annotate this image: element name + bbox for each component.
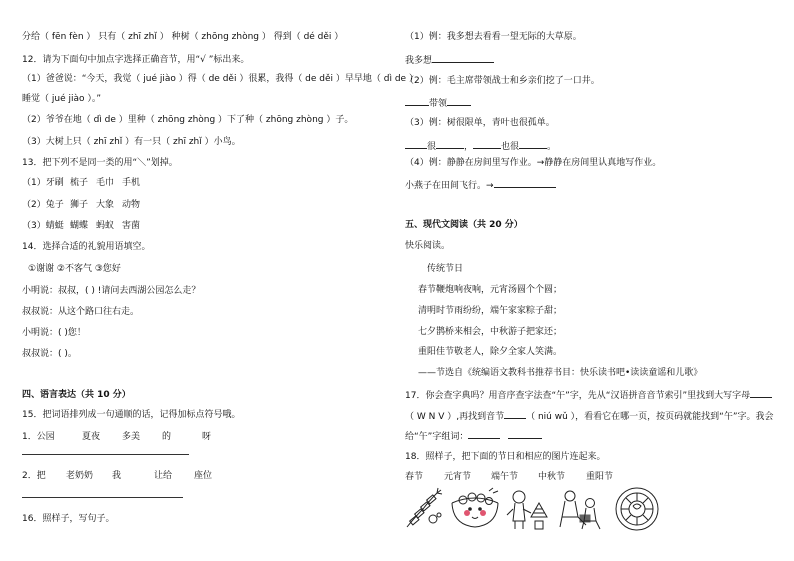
blank[interactable] [447, 96, 471, 106]
question-13: 13．把下列不是同一类的用“＼”划掉。 [22, 158, 178, 168]
answer-3-word: 也很 [501, 142, 520, 152]
question-17-text: （ niú wǔ ），看看它在哪一页，按页码就能找到“午”字。我会 [526, 412, 774, 422]
word: 狮子 [70, 200, 89, 210]
question-17-text: 给“午”字组词： [405, 432, 469, 442]
question-14-options: ①谢谢 ②不客气 ③您好 [28, 264, 121, 274]
festival-dragon-boat[interactable]: 端午节 [491, 472, 519, 482]
question-15-item-2 [22, 470, 224, 482]
word: （3）蜻蜓 [22, 221, 64, 231]
word: 毛巾 [96, 178, 115, 188]
question-15: 15．把词语排列成一句通顺的话，记得加标点符号哦。 [22, 410, 241, 420]
question-17-line-1 [405, 388, 772, 402]
word: 的 [162, 432, 172, 442]
word: 让给 [154, 471, 173, 481]
poem-title: 传统节日 [427, 264, 464, 274]
poem-line: 七夕鹊桥来相会，中秋游子把家还； [418, 327, 563, 337]
question-13-row-1 [22, 177, 148, 189]
poem-line: 春节鞭炮响夜响，元宵汤圆个个圆； [418, 285, 563, 295]
word: 我 [112, 471, 122, 481]
word: 2．把 [22, 471, 46, 481]
blank[interactable] [405, 139, 427, 149]
question-14-line-c: 小明说：( )您！ [22, 328, 86, 338]
question-17-text: （ W N V ）,再找到音节 [405, 412, 505, 422]
period: 。 [547, 142, 557, 152]
blank[interactable] [432, 53, 494, 63]
word: 呀 [202, 432, 212, 442]
blank[interactable] [473, 139, 501, 149]
word: （2）兔子 [22, 200, 64, 210]
mooncake-picture[interactable] [613, 486, 661, 532]
question-17-line-3 [405, 429, 542, 443]
answer-4 [405, 178, 556, 192]
answer-1-prefix: 我多想 [405, 56, 433, 66]
festival-mid-autumn[interactable]: 中秋节 [538, 472, 566, 482]
blank[interactable] [405, 96, 429, 106]
question-14-line-d: 叔叔说：( )。 [22, 349, 77, 359]
question-18: 18．照样子，把下面的节日和相应的图片连起来。 [405, 452, 606, 462]
festival-lantern[interactable]: 元宵节 [444, 472, 472, 482]
question-12-item-1a: （1）爸爸说：“今天，我觉（ jué jiào ）得（ de děi ）很累，我得（ de děi ）早早地（ dì de ） [22, 74, 418, 84]
question-14-line-b: 叔叔说：从这个路口往右走。 [22, 307, 140, 317]
pinyin-line-1: 分给（ fēn fèn ） 只有（ zhī zhǐ ） 种树（ zhōng zhòng ） 得到（ dé děi ） [22, 32, 344, 42]
festival-spring[interactable]: 春节 [405, 472, 424, 482]
word: 座位 [194, 471, 213, 481]
example-2: （2）例：毛主席带领战士和乡亲们挖了一口井。 [405, 76, 600, 86]
blank[interactable] [508, 429, 542, 439]
question-13-row-2 [22, 199, 148, 211]
answer-2-word: 带领 [429, 99, 448, 109]
answer-2 [405, 96, 471, 110]
question-12-item-2: （2）爷爷在地（ dì de ）里种（ zhōng zhòng ）下了种（ zhōng zhòng ）子。 [22, 115, 354, 125]
answer-line[interactable] [22, 454, 189, 455]
example-1: （1）例：我多想去看看一望无际的大草原。 [405, 32, 582, 42]
elderly-family-picture[interactable] [556, 487, 604, 531]
word: 大象 [96, 200, 115, 210]
poem-line: 清明时节雨纷纷，端午家家粽子甜； [418, 306, 563, 316]
answer-4-prefix: 小燕子在田间飞行。→ [405, 181, 494, 191]
festival-double-ninth[interactable]: 重阳节 [586, 472, 614, 482]
blank[interactable] [494, 178, 556, 188]
reading-instruction: 快乐阅读。 [405, 241, 451, 251]
blank[interactable] [504, 409, 526, 419]
question-17-text: 17．你会查字典吗？用音序查字法查“午”字，先从“汉语拼音音节索引”里找到大写字母 [405, 391, 751, 401]
question-14: 14．选择合适的礼貌用语填空。 [22, 242, 151, 252]
question-12: 12．请为下面句中加点字选择正确音节，用“√ ”标出来。 [22, 55, 250, 65]
comma: ， [464, 142, 474, 152]
answer-3-word: 很 [427, 142, 437, 152]
word: 夏夜 [82, 432, 101, 442]
blank[interactable] [750, 388, 772, 398]
word: 害菌 [122, 221, 141, 231]
firecracker-picture[interactable] [403, 487, 445, 531]
blank[interactable] [519, 139, 547, 149]
question-17-line-2 [405, 409, 773, 423]
section-4-heading: 四、语言表达（共 10 分） [22, 390, 131, 400]
answer-1 [405, 53, 494, 67]
word: 手机 [122, 178, 141, 188]
question-15-item-1 [22, 431, 232, 443]
word: （1）牙刷 [22, 178, 64, 188]
blank[interactable] [436, 139, 464, 149]
question-13-row-3 [22, 220, 148, 232]
tangyuan-bowl-picture[interactable] [449, 487, 501, 531]
question-14-line-a: 小明说：叔叔，( ) !请问去西湖公园怎么走？ [22, 286, 201, 296]
word: 蚂蚁 [96, 221, 115, 231]
section-5-heading: 五、现代文阅读（共 20 分） [405, 220, 523, 230]
answer-line[interactable] [22, 497, 183, 498]
example-3: （3）例：树很限单，青叶也很孤单。 [405, 118, 555, 128]
poem-line: 重阳佳节敬老人，除夕全家人笑满。 [418, 347, 563, 357]
word: 1．公园 [22, 432, 55, 442]
word: 老奶奶 [66, 471, 94, 481]
example-4: （4）例：静静在房间里写作业。→静静在房间里认真地写作业。 [405, 158, 662, 168]
question-16: 16．照样子，写句子。 [22, 514, 115, 524]
zongzi-boy-picture[interactable] [505, 487, 549, 531]
question-12-item-3: （3）大树上只（ zhī zhǐ ）有一只（ zhī zhǐ ）小鸟。 [22, 137, 241, 147]
festival-row [405, 471, 626, 483]
question-12-item-1b: 睡觉（ jué jiào ）。” [22, 94, 102, 104]
word: 动物 [122, 200, 141, 210]
word: 多美 [122, 432, 141, 442]
blank[interactable] [468, 429, 500, 439]
word: 梳子 [70, 178, 89, 188]
poem-source: ——节选自《统编语文教科书推荐书目：快乐读书吧•读读童谣和儿歌》 [418, 368, 703, 378]
word: 蝴蝶 [70, 221, 89, 231]
answer-3 [405, 139, 556, 153]
